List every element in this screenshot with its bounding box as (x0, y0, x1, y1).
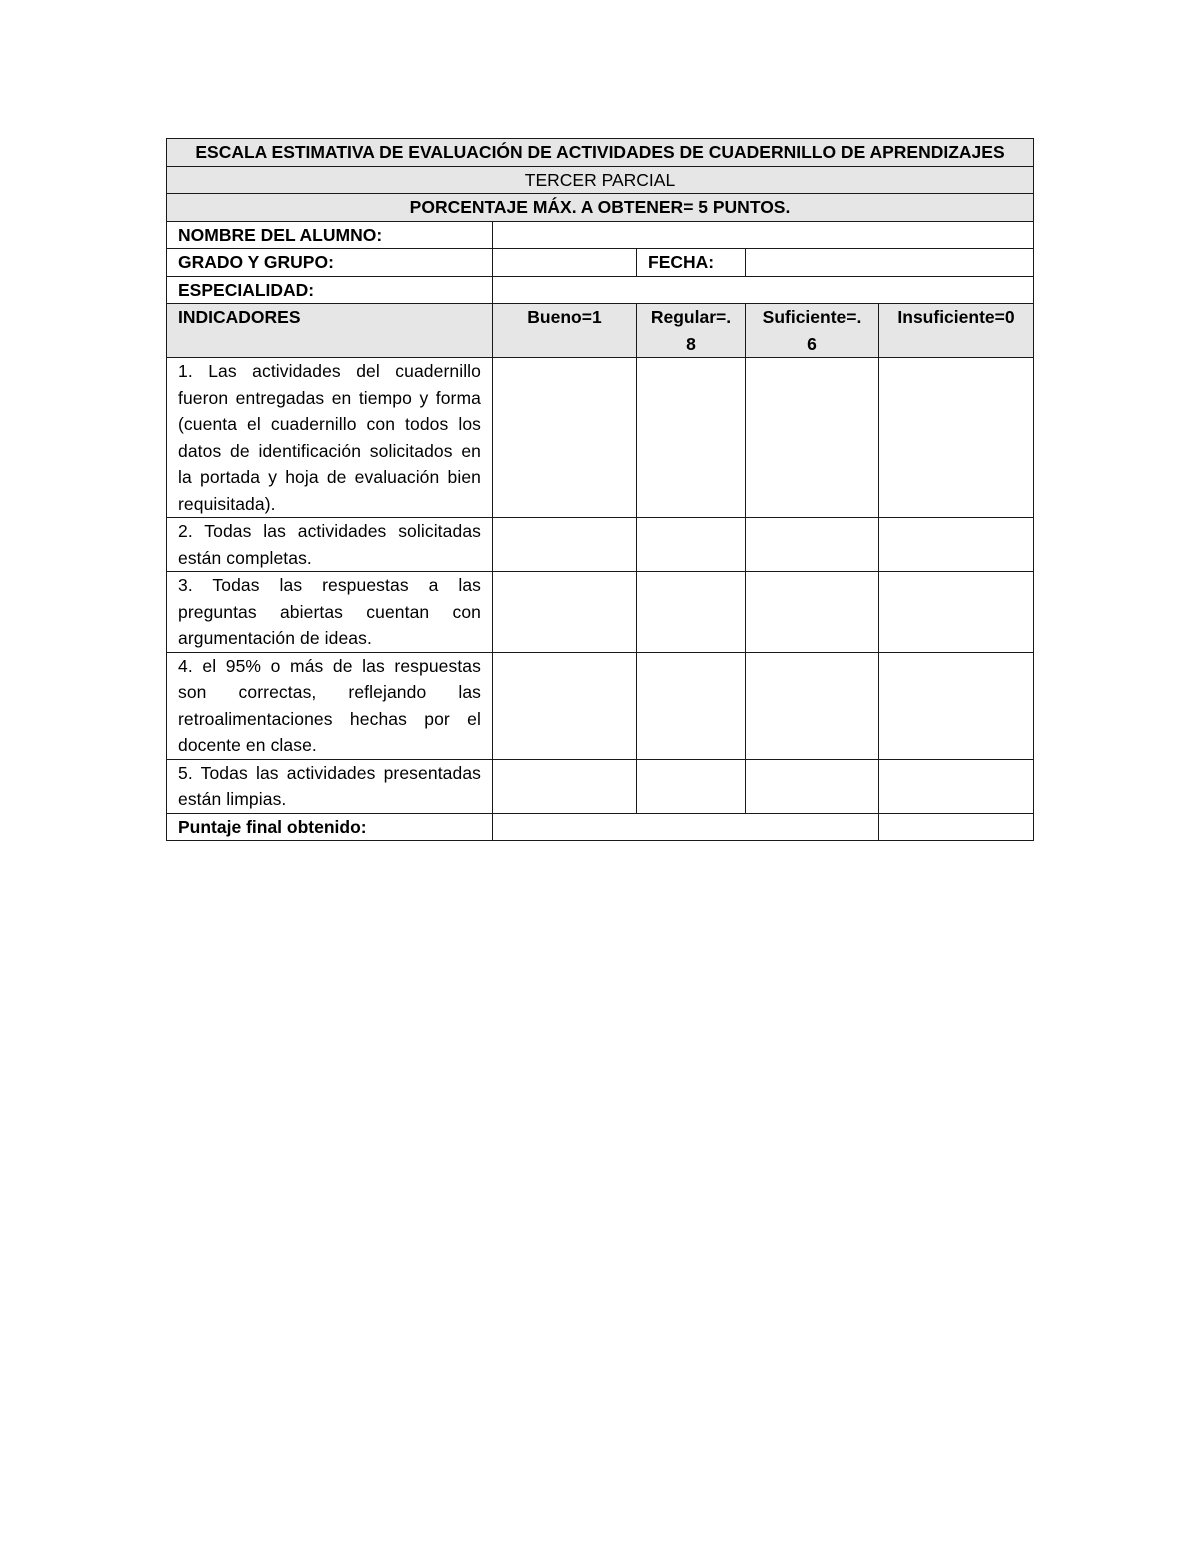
sufficient-column-header: Suficiente=. 6 (746, 304, 879, 358)
score-cell-good[interactable] (493, 572, 637, 653)
specialty-field[interactable] (493, 276, 1034, 304)
score-cell-sufficient[interactable] (746, 358, 879, 518)
score-cell-sufficient[interactable] (746, 652, 879, 759)
rubric-title: ESCALA ESTIMATIVA DE EVALUACIÓN DE ACTIVIDADES DE CUADERNILLO DE APRENDIZAJES (167, 139, 1034, 167)
date-field[interactable] (746, 249, 1034, 277)
indicator-text: 4. el 95% o más de las respuestas son correctas, reflejando las retroalimentaciones hechas por el docente en clase. (167, 652, 493, 759)
insufficient-column-header: Insuficiente=0 (879, 304, 1034, 358)
student-name-label: NOMBRE DEL ALUMNO: (167, 221, 493, 249)
score-cell-regular[interactable] (637, 358, 746, 518)
score-cell-regular[interactable] (637, 518, 746, 572)
score-cell-good[interactable] (493, 518, 637, 572)
score-cell-good[interactable] (493, 759, 637, 813)
period-title: TERCER PARCIAL (167, 166, 1034, 194)
grade-group-label: GRADO Y GRUPO: (167, 249, 493, 277)
max-score-title: PORCENTAJE MÁX. A OBTENER= 5 PUNTOS. (167, 194, 1034, 222)
score-cell-insufficient[interactable] (879, 358, 1034, 518)
indicator-row (167, 652, 1034, 759)
score-cell-sufficient[interactable] (746, 518, 879, 572)
final-score-total-field[interactable] (879, 813, 1034, 841)
indicator-text: 5. Todas las actividades presentadas están limpias. (167, 759, 493, 813)
indicator-text: 1. Las actividades del cuadernillo fueron entregadas en tiempo y forma (cuenta el cuadernillo con todos los datos de identificación solicitados en la portada y hoja de evaluación bien requisitada). (167, 358, 493, 518)
regular-column-header: Regular=. 8 (637, 304, 746, 358)
indicator-row (167, 358, 1034, 518)
score-cell-insufficient[interactable] (879, 759, 1034, 813)
date-label: FECHA: (637, 249, 746, 277)
indicators-header: INDICADORES (167, 304, 493, 358)
specialty-label: ESPECIALIDAD: (167, 276, 493, 304)
grade-group-field[interactable] (493, 249, 637, 277)
score-cell-sufficient[interactable] (746, 572, 879, 653)
score-cell-sufficient[interactable] (746, 759, 879, 813)
score-cell-insufficient[interactable] (879, 572, 1034, 653)
final-score-field[interactable] (493, 813, 879, 841)
score-cell-regular[interactable] (637, 652, 746, 759)
student-name-field[interactable] (493, 221, 1034, 249)
score-cell-regular[interactable] (637, 572, 746, 653)
good-column-header: Bueno=1 (493, 304, 637, 358)
score-cell-insufficient[interactable] (879, 518, 1034, 572)
score-cell-good[interactable] (493, 652, 637, 759)
indicator-row (167, 572, 1034, 653)
indicator-text: 3. Todas las respuestas a las preguntas abiertas cuentan con argumentación de ideas. (167, 572, 493, 653)
indicator-row (167, 518, 1034, 572)
indicator-text: 2. Todas las actividades solicitadas están completas. (167, 518, 493, 572)
score-cell-good[interactable] (493, 358, 637, 518)
evaluation-rubric-table (166, 138, 1034, 841)
final-score-label: Puntaje final obtenido: (167, 813, 493, 841)
score-cell-regular[interactable] (637, 759, 746, 813)
score-cell-insufficient[interactable] (879, 652, 1034, 759)
indicator-row (167, 759, 1034, 813)
